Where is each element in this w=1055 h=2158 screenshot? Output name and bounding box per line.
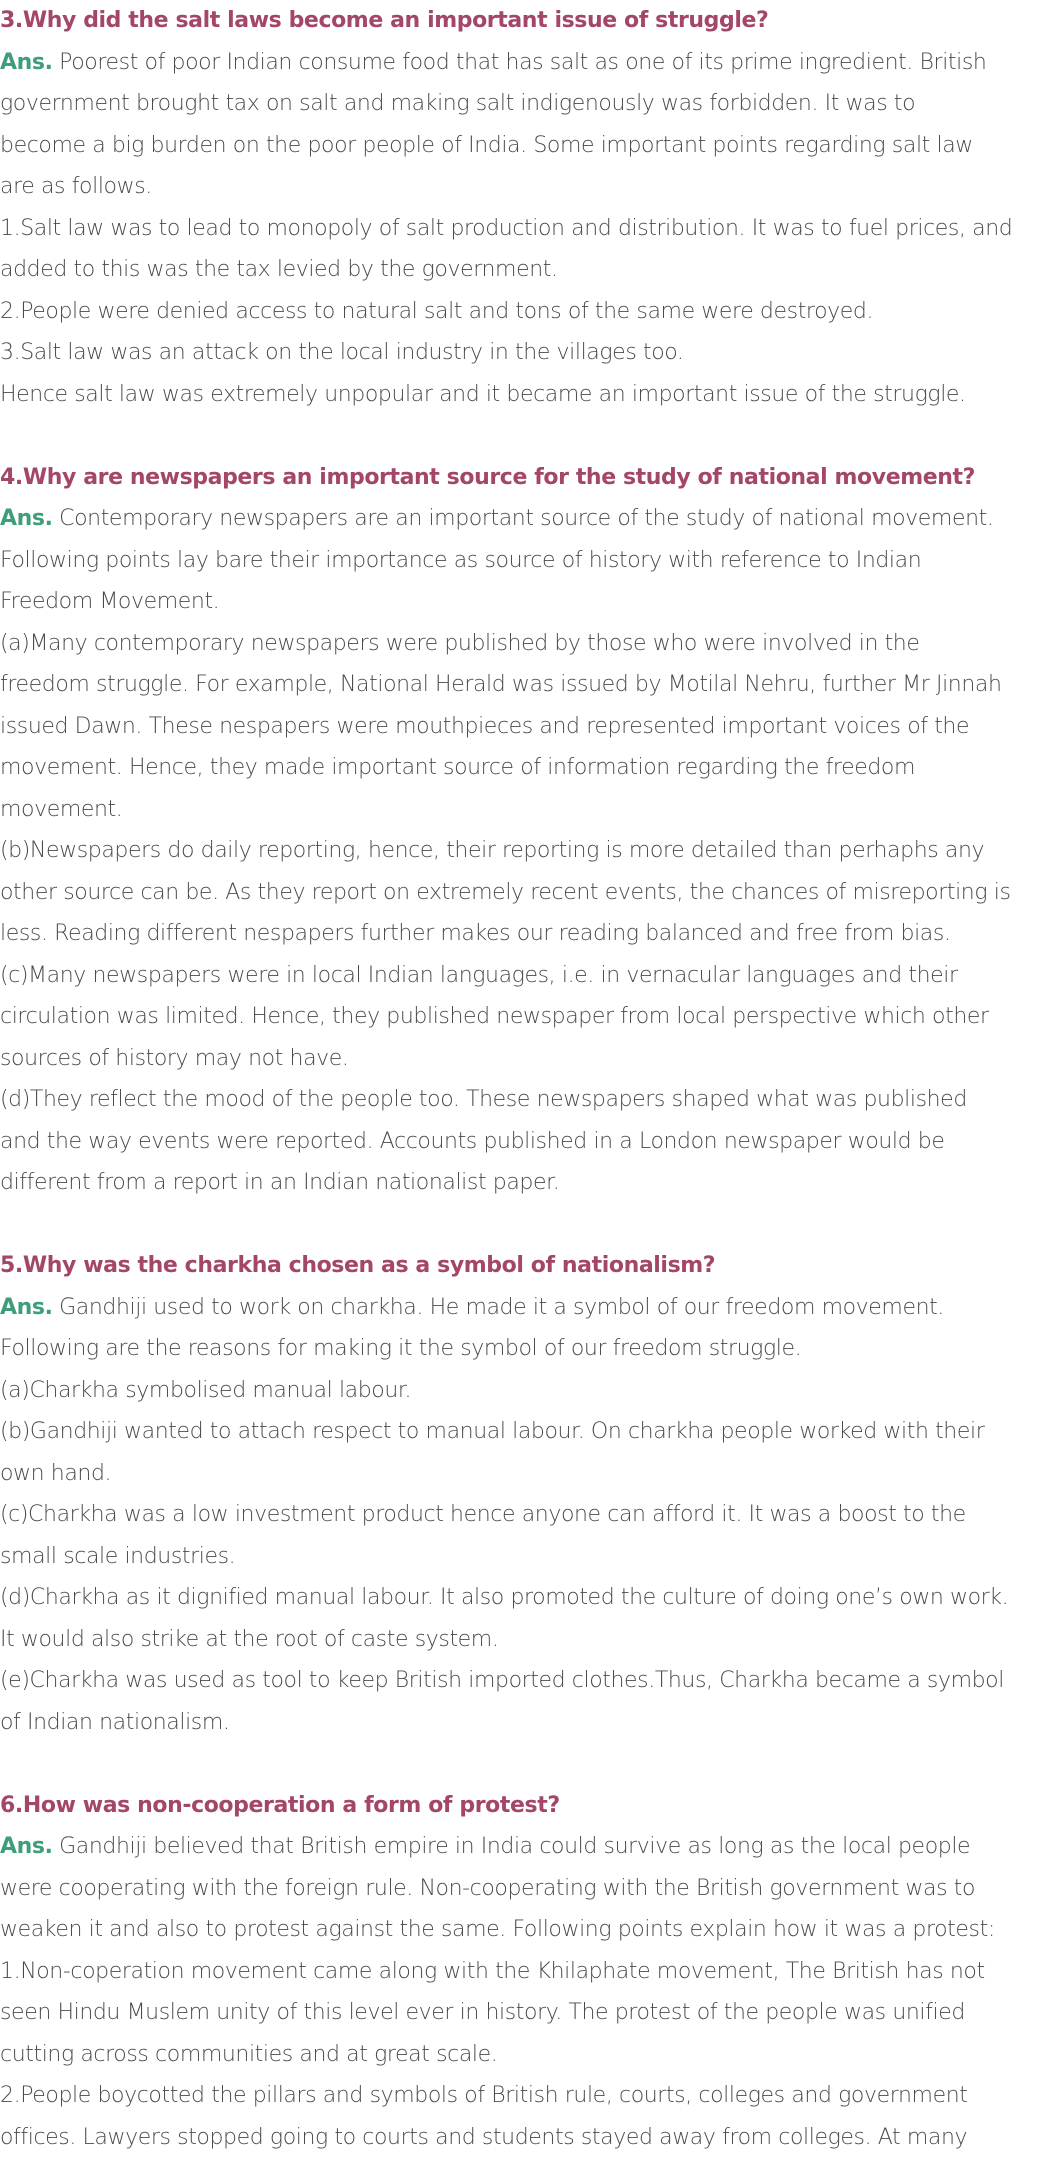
answer-line: different from a report in an Indian nationalist paper. xyxy=(0,1162,1055,1204)
answer-line: freedom struggle. For example, National Herald was issued by Motilal Nehru, further Mr Jinnah xyxy=(0,664,1055,706)
answer-line: movement. Hence, they made important source of information regarding the freedom xyxy=(0,747,1055,789)
answer-line: issued Dawn. These nespapers were mouthpieces and represented important voices of the xyxy=(0,706,1055,748)
answer-line: It would also strike at the root of caste system. xyxy=(0,1619,1055,1661)
answer-line: small scale industries. xyxy=(0,1536,1055,1578)
answer-line: movement. xyxy=(0,789,1055,831)
answer-line: other source can be. As they report on extremely recent events, the chances of misreporting is xyxy=(0,872,1055,914)
answer-line: seen Hindu Muslem unity of this level ever in history. The protest of the people was unified xyxy=(0,1992,1055,2034)
answer-line: were cooperating with the foreign rule. Non-cooperating with the British government was to xyxy=(0,1868,1055,1910)
answer-line: of Indian nationalism. xyxy=(0,1702,1055,1744)
answer-line: circulation was limited. Hence, they published newspaper from local perspective which other xyxy=(0,996,1055,1038)
answer-text: Gandhiji used to work on charkha. He made it a symbol of our freedom movement. xyxy=(53,1295,944,1320)
answer-text: Gandhiji believed that British empire in India could survive as long as the local people xyxy=(53,1834,971,1859)
answer-line: sources of history may not have. xyxy=(0,1038,1055,1080)
answer-line: offices. Lawyers stopped going to courts and students stayed away from colleges. At many xyxy=(0,2117,1055,2158)
answer-line: (a)Many contemporary newspapers were published by those who were involved in the xyxy=(0,623,1055,665)
qa-block-6 xyxy=(0,1785,1055,2158)
answer-line: cutting across communities and at great scale. xyxy=(0,2034,1055,2076)
answer-line: 1.Non-coperation movement came along with the Khilaphate movement, The British has not xyxy=(0,1951,1055,1993)
answer-line xyxy=(0,42,1055,84)
answer-line: become a big burden on the poor people of India. Some important points regarding salt law xyxy=(0,125,1055,167)
question-heading: 3.Why did the salt laws become an important issue of struggle? xyxy=(0,0,1055,42)
answer-line xyxy=(0,1826,1055,1868)
answer-line: (c)Charkha was a low investment product hence anyone can afford it. It was a boost to the xyxy=(0,1494,1055,1536)
answer-line: weaken it and also to protest against the same. Following points explain how it was a protest: xyxy=(0,1909,1055,1951)
answer-text: Poorest of poor Indian consume food that has salt as one of its prime ingredient. British xyxy=(53,50,987,75)
answer-line: (d)Charkha as it dignified manual labour. It also promoted the culture of doing one’s own work. xyxy=(0,1577,1055,1619)
answer-line: 3.Salt law was an attack on the local industry in the villages too. xyxy=(0,332,1055,374)
answer-line xyxy=(0,1287,1055,1329)
answer-line: (c)Many newspapers were in local Indian languages, i.e. in vernacular languages and their xyxy=(0,955,1055,997)
answer-line: (d)They reflect the mood of the people too. These newspapers shaped what was published xyxy=(0,1079,1055,1121)
qa-block-4 xyxy=(0,457,1055,1204)
answer-line: (e)Charkha was used as tool to keep British imported clothes.Thus, Charkha became a symbol xyxy=(0,1660,1055,1702)
answer-line: 1.Salt law was to lead to monopoly of salt production and distribution. It was to fuel prices, and xyxy=(0,208,1055,250)
answer-line: less. Reading different nespapers further makes our reading balanced and free from bias. xyxy=(0,913,1055,955)
ans-label: Ans. xyxy=(0,1834,53,1859)
qa-block-5 xyxy=(0,1245,1055,1743)
question-heading: 6.How was non-cooperation a form of protest? xyxy=(0,1785,1055,1827)
answer-line: (b)Gandhiji wanted to attach respect to manual labour. On charkha people worked with their xyxy=(0,1411,1055,1453)
answer-line: (b)Newspapers do daily reporting, hence, their reporting is more detailed than perhaphs any xyxy=(0,830,1055,872)
answer-line: Following are the reasons for making it the symbol of our freedom struggle. xyxy=(0,1328,1055,1370)
question-heading: 4.Why are newspapers an important source for the study of national movement? xyxy=(0,457,1055,499)
ans-label: Ans. xyxy=(0,1295,53,1320)
answer-text: Contemporary newspapers are an important source of the study of national movement. xyxy=(53,506,994,531)
answer-line: Freedom Movement. xyxy=(0,581,1055,623)
question-heading: 5.Why was the charkha chosen as a symbol of nationalism? xyxy=(0,1245,1055,1287)
qa-block-3 xyxy=(0,0,1055,415)
answer-line: government brought tax on salt and making salt indigenously was forbidden. It was to xyxy=(0,83,1055,125)
answer-line: 2.People boycotted the pillars and symbols of British rule, courts, colleges and government xyxy=(0,2075,1055,2117)
answer-line: (a)Charkha symbolised manual labour. xyxy=(0,1370,1055,1412)
answer-line: and the way events were reported. Accounts published in a London newspaper would be xyxy=(0,1121,1055,1163)
answer-line: own hand. xyxy=(0,1453,1055,1495)
ans-label: Ans. xyxy=(0,506,53,531)
answer-line: added to this was the tax levied by the government. xyxy=(0,249,1055,291)
answer-line: Following points lay bare their importance as source of history with reference to Indian xyxy=(0,540,1055,582)
answer-line: are as follows. xyxy=(0,166,1055,208)
answer-line: Hence salt law was extremely unpopular and it became an important issue of the struggle. xyxy=(0,374,1055,416)
ans-label: Ans. xyxy=(0,50,53,75)
answer-line: 2.People were denied access to natural salt and tons of the same were destroyed. xyxy=(0,291,1055,333)
answer-line xyxy=(0,498,1055,540)
